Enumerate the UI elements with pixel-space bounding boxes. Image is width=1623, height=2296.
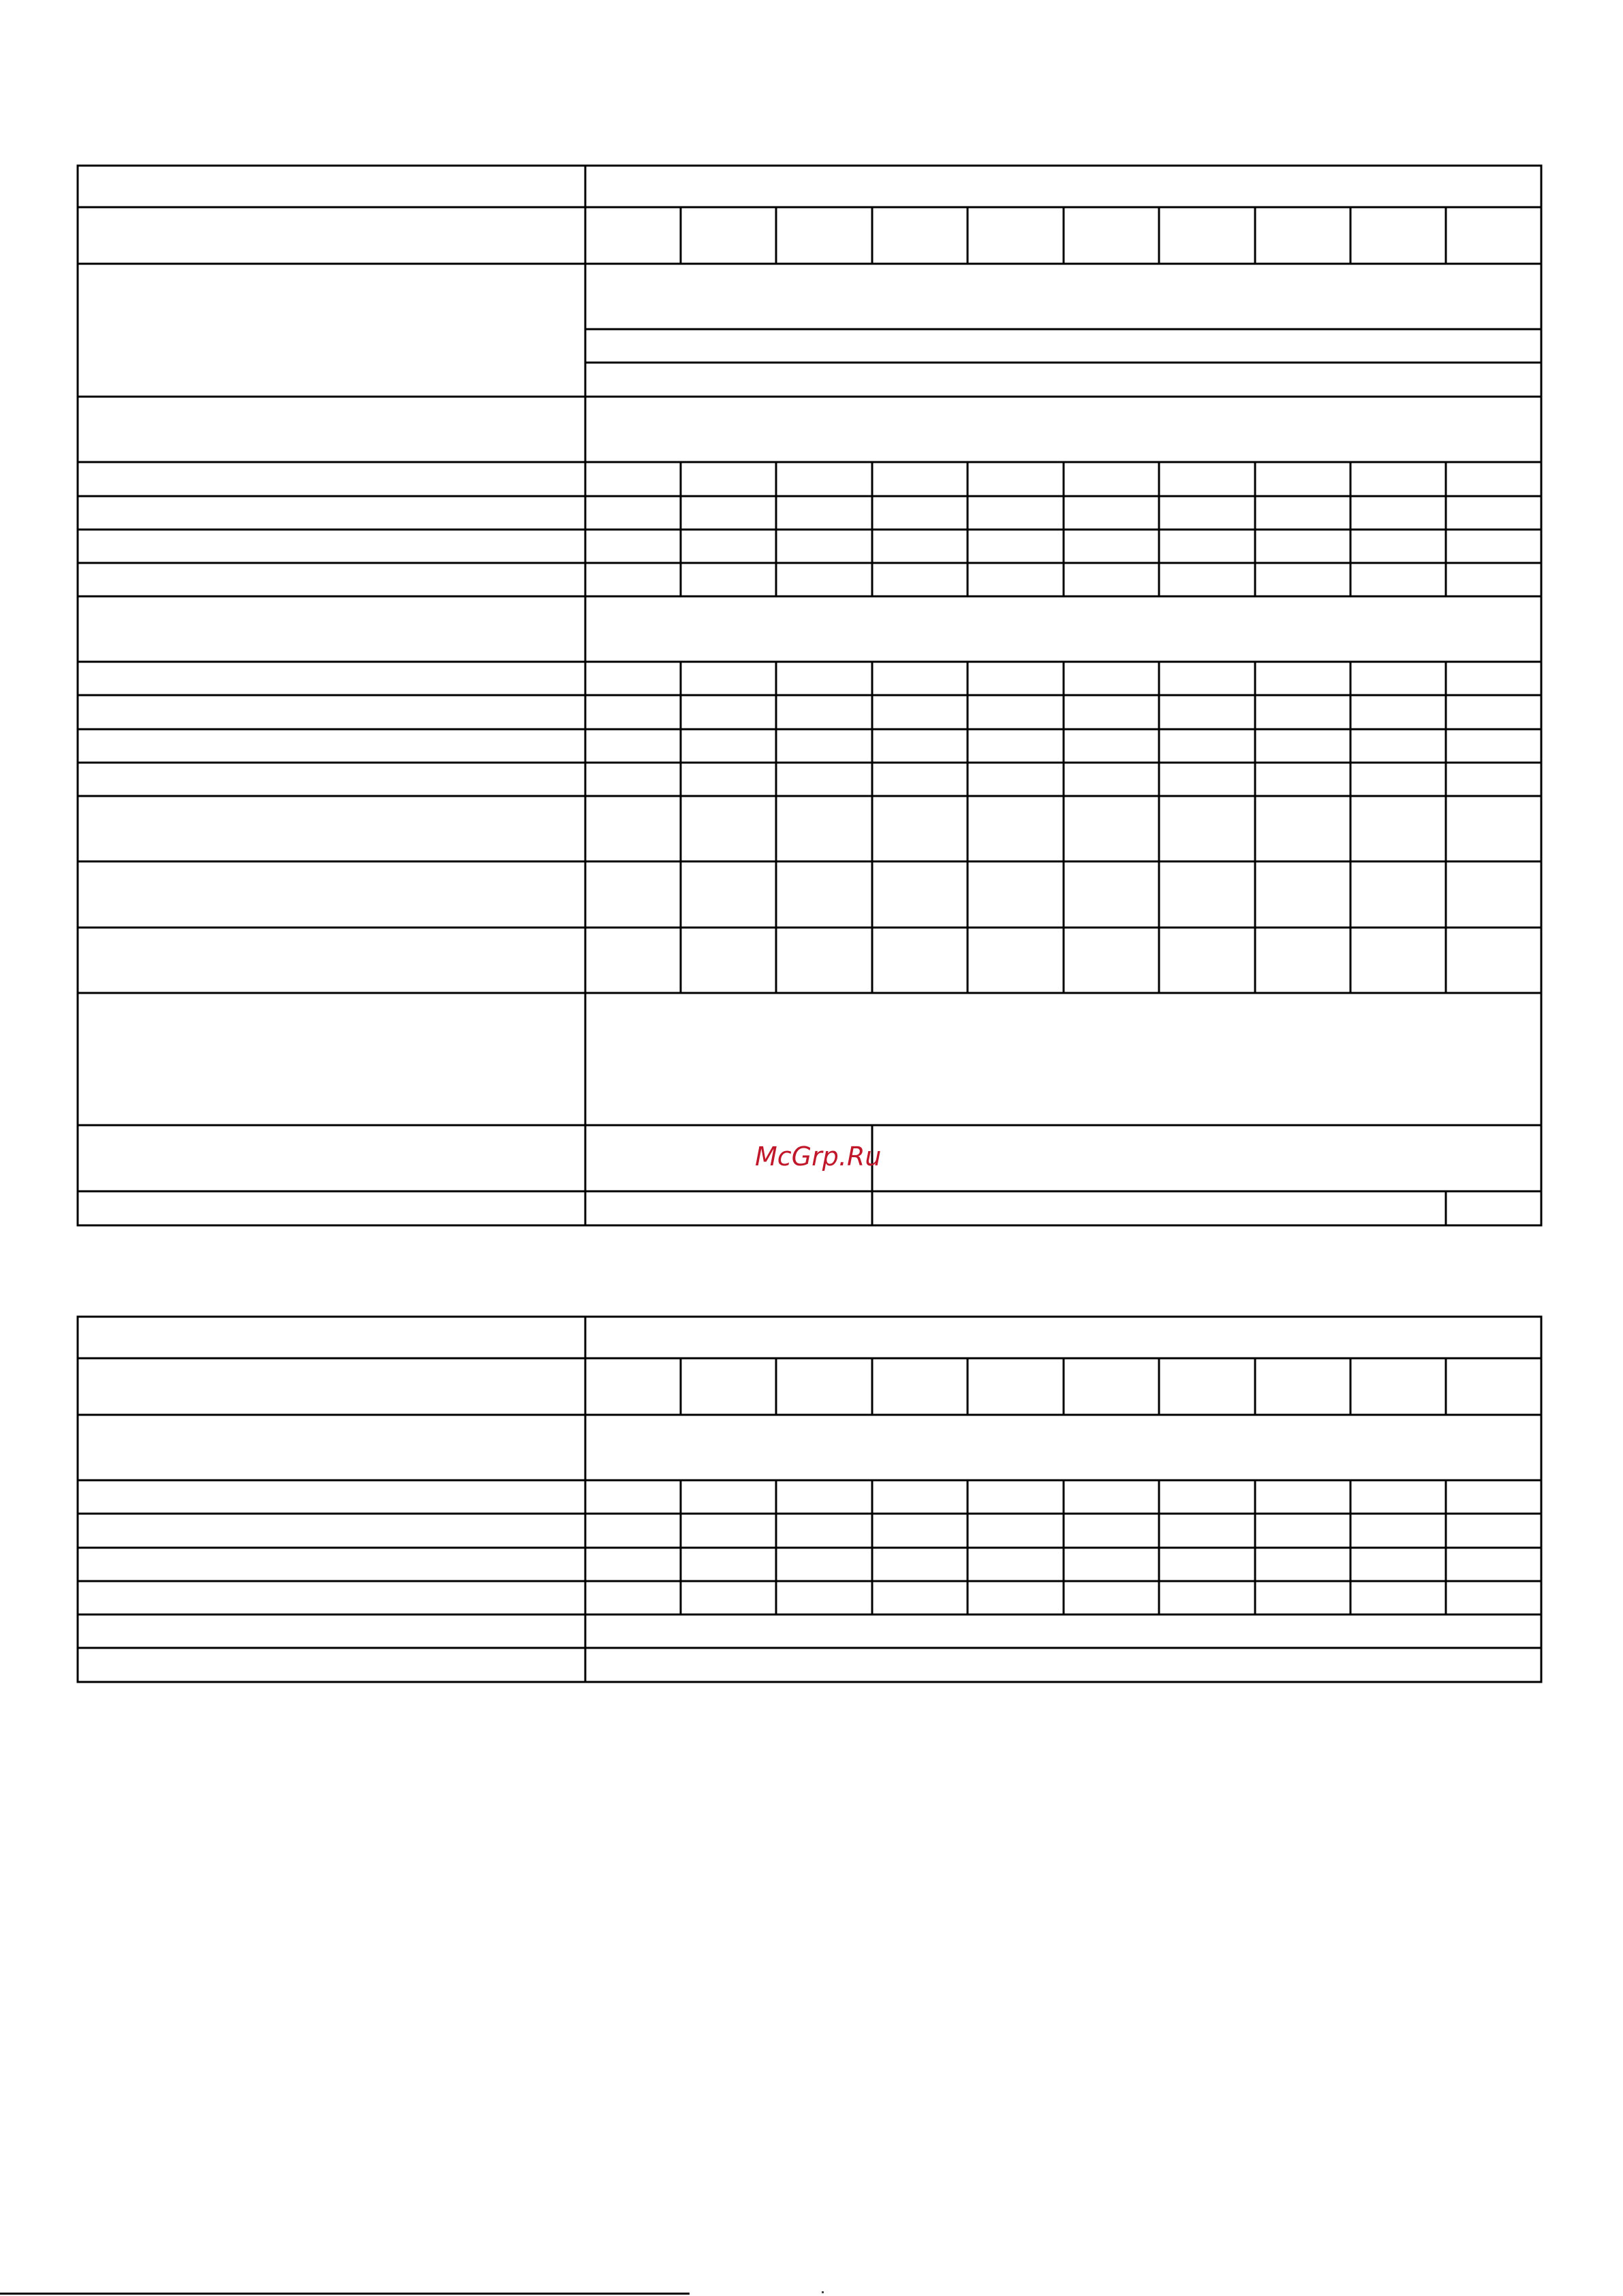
footer-rule (0, 2293, 690, 2295)
lower-spec-table (78, 1317, 1541, 1682)
footer-dot (822, 2291, 824, 2293)
lower-table-row-rules (78, 1358, 1541, 1648)
upper-spec-table (78, 166, 1541, 1225)
lower-table-column-rules (681, 1358, 1446, 1614)
lower-table-outline (78, 1317, 1541, 1682)
upper-table-row-rules (78, 207, 1541, 1191)
watermark-text: McGrp.Ru (755, 1142, 882, 1172)
upper-table-column-rules (681, 207, 1446, 1225)
